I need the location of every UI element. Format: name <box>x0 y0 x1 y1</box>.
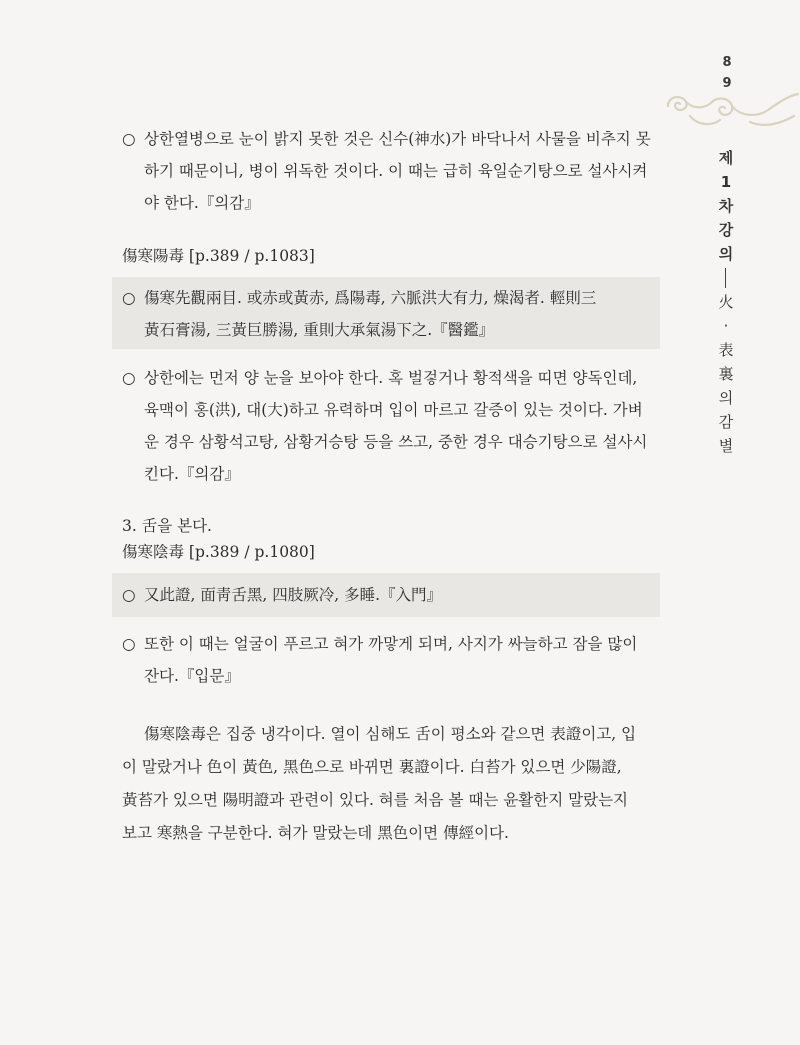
text-line: 黃石膏湯, 三黃巨勝湯, 重則大承氣湯下之.『醫鑑』 <box>144 321 495 339</box>
translation-paragraph <box>122 362 652 490</box>
translation-paragraph <box>122 123 652 219</box>
text-line: 육맥이 홍(洪), 대(大)하고 유력하며 입이 마르고 갈증이 있는 것이다. 가벼 <box>144 401 643 419</box>
side-title-char: 의 <box>718 245 734 263</box>
side-title-char: 1 <box>720 173 732 191</box>
text-line: 傷寒先觀兩目. 或赤或黃赤, 爲陽毒, 六脈洪大有力, 燥渴者. 輕則三 <box>144 289 597 307</box>
text-line: 또한 이 때는 얼굴이 푸르고 혀가 까맣게 되며, 사지가 싸늘하고 잠을 많이 <box>144 635 638 653</box>
text-line: 이 말랐거나 色이 黃色, 黑色으로 바뀌면 裏證이다. 白苔가 있으면 少陽證, <box>122 758 622 776</box>
text-line: 又此證, 面靑舌黑, 四肢厥冷, 多睡.『入門』 <box>144 586 442 604</box>
text-line: 상한에는 먼저 양 눈을 보아야 한다. 혹 벌겋거나 황적색을 띠면 양독인데, <box>144 369 638 387</box>
side-subtitle-char: 의 <box>718 389 734 407</box>
text-line: 운 경우 삼황석고탕, 삼황거승탕 등을 쓰고, 중한 경우 대승기탕으로 설사시 <box>144 433 648 451</box>
chapter-side-title <box>714 146 738 458</box>
side-subtitle-char: 裏 <box>718 365 734 383</box>
text-line: 黃苔가 있으면 陽明證과 관련이 있다. 혀를 처음 볼 때는 윤활한지 말랐는지 <box>122 791 629 809</box>
page-number-digit: 9 <box>722 76 732 91</box>
side-title-char: 강 <box>718 221 734 239</box>
side-title-char: 제 <box>718 149 734 167</box>
text-line: 야 한다.『의감』 <box>144 194 260 212</box>
side-subtitle-char: 表 <box>718 341 734 359</box>
side-title-char: 차 <box>718 197 734 215</box>
side-subtitle-char: · <box>723 317 729 335</box>
circle-bullet-icon: ○ <box>122 635 136 653</box>
source-heading: 傷寒陽毒 [p.389 / p.1083] <box>122 247 315 265</box>
circle-bullet-icon: ○ <box>122 289 136 307</box>
circle-bullet-icon: ○ <box>122 130 136 148</box>
classical-quote <box>122 282 652 346</box>
text-line: 傷寒陰毒은 집중 냉각이다. 열이 심해도 舌이 평소와 같으면 表證이고, 입 <box>144 725 637 743</box>
source-heading: 傷寒陰毒 [p.389 / p.1080] <box>122 543 315 561</box>
side-title-divider <box>714 266 738 290</box>
side-subtitle-char: 火 <box>718 293 734 311</box>
circle-bullet-icon: ○ <box>122 369 136 387</box>
classical-quote <box>122 579 652 611</box>
side-subtitle-char: 별 <box>718 437 734 455</box>
side-subtitle-char: 감 <box>718 413 734 431</box>
section-heading: 3. 舌을 본다. <box>122 517 212 535</box>
circle-bullet-icon: ○ <box>122 586 136 604</box>
text-line: 하기 때문이니, 병이 위독한 것이다. 이 때는 급히 육일순기탕으로 설사시켜 <box>144 162 648 180</box>
page-number-digit: 8 <box>722 55 732 70</box>
translation-paragraph <box>122 628 652 692</box>
commentary-paragraph <box>122 718 658 850</box>
text-line: 상한열병으로 눈이 밝지 못한 것은 신수(神水)가 바닥나서 사물을 비추지 못 <box>144 130 651 148</box>
text-line: 잔다.『입문』 <box>144 667 240 685</box>
cloud-swirl-ornament-icon <box>660 86 800 136</box>
text-line: 킨다.『의감』 <box>144 465 240 483</box>
text-line: 보고 寒熱을 구분한다. 혀가 말랐는데 黑色이면 傳經이다. <box>122 824 509 842</box>
